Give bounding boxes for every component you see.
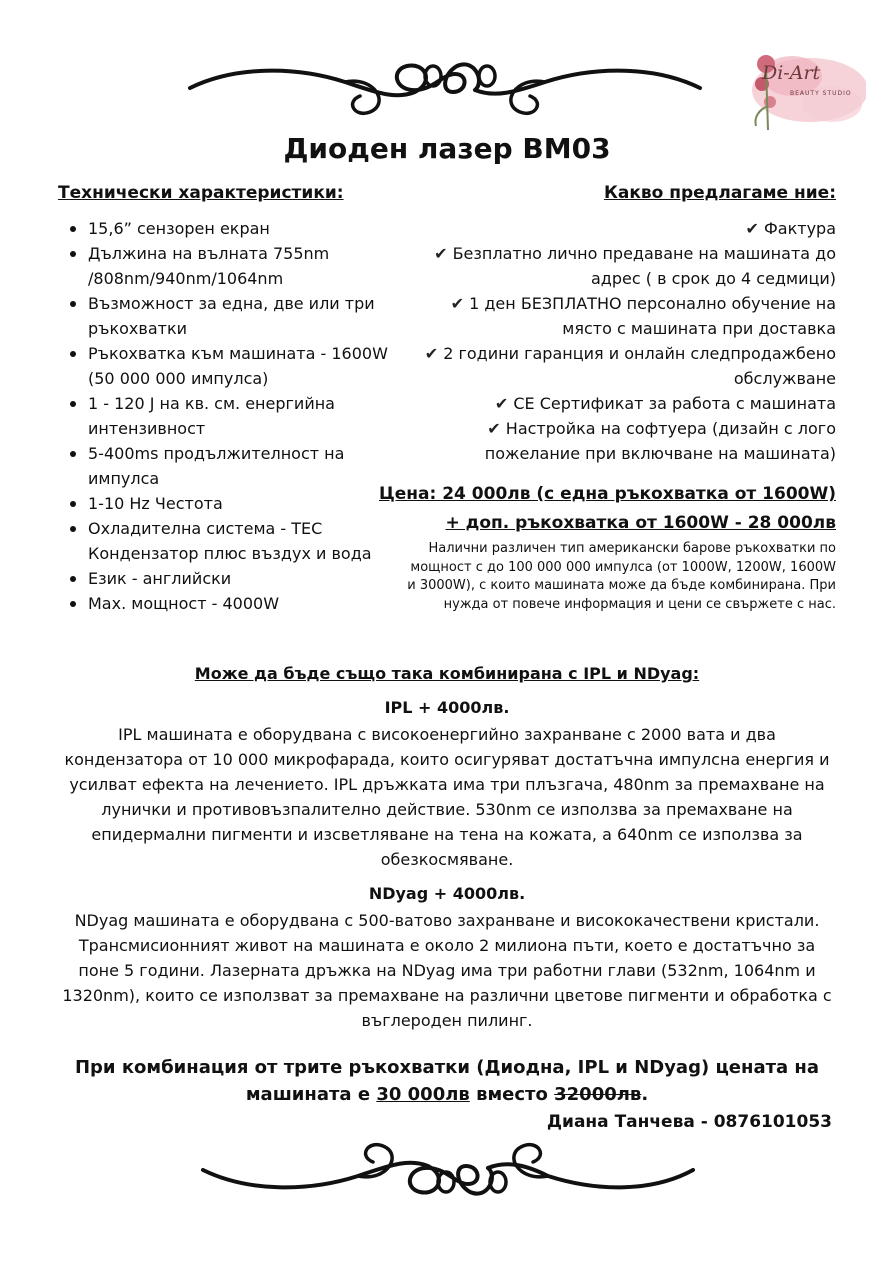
list-item — [396, 341, 836, 391]
ndyag-description: NDyag машината е оборудвана с 500-ватово захранване и висококачествени кристали. Трансмисионният живот на машината е около 2 милиона пъти, което е достатъчно за поне 5 години. Лазерната дръжка на NDyag има три работни глави (532nm, 1064nm и 1320nm), които се използват за премахване на различни цветове пигменти и обработка с въглероден пилинг. — [62, 911, 832, 1030]
page-title: Диоден лазер BM03 — [283, 132, 611, 165]
list-item: 1 - 120 J на кв. см. енергийна интензивност — [88, 391, 418, 441]
offer-text: Безплатно лично предаване на машината до адрес ( в срок до 4 седмици) — [452, 244, 836, 288]
list-item: Възможност за една, две или три ръкохватки — [88, 291, 418, 341]
top-flourish-ornament — [185, 52, 705, 122]
check-icon: ✔ — [494, 394, 509, 413]
ipl-title: IPL + 4000лв. — [384, 698, 510, 717]
list-item: 15,6” сензорен екран — [88, 216, 418, 241]
combination-heading: Може да бъде също така комбинирана с IPL и NDyag: — [194, 664, 700, 683]
price-line-1: Цена: 24 000лв (с една ръкохватка от 1600W) — [378, 484, 836, 504]
list-item: Max. мощност - 4000W — [88, 591, 418, 616]
new-price: 30 000лв — [376, 1084, 470, 1105]
check-icon: ✔ — [450, 294, 464, 313]
logo-text: Di-Art — [762, 62, 821, 84]
price-line-2: + доп. ръкохватка от 1600W - 28 000лв — [445, 513, 836, 533]
list-item — [396, 291, 836, 341]
offers-heading: Какво предлагаме ние: — [603, 183, 836, 203]
offer-text-part1: При комбинация от трите ръкохватки (Диодна, IPL и NDyag) цената на машината е — [74, 1057, 820, 1105]
offer-text: CE Сертификат за работа с машината — [513, 394, 836, 413]
specs-heading: Технически характеристики: — [58, 183, 344, 203]
offer-text: 2 години гаранция и онлайн следпродажбено обслужване — [443, 344, 836, 388]
offers-list — [396, 216, 836, 466]
contact-info: Диана Танчева - 0876101053 — [546, 1112, 832, 1132]
combination-offer — [58, 1054, 836, 1108]
offer-text-end: . — [641, 1084, 649, 1105]
ndyag-title: NDyag + 4000лв. — [368, 884, 526, 903]
check-icon: ✔ — [424, 344, 439, 363]
list-item: 5-400ms продължителност на импулса — [88, 441, 418, 491]
list-item: Език - английски — [88, 566, 418, 591]
list-item: Охладителна система - TEC Кондензатор плюс въздух и вода — [88, 516, 418, 566]
list-item — [396, 216, 836, 241]
list-item: Дължина на вълната 755nm /808nm/940nm/1064nm — [88, 241, 418, 291]
ipl-description: IPL машината е оборудвана с високоенергийно захранване с 2000 вата и два кондензатора от 10 000 микрофарада, които осигуряват достатъчна импулсна енергия и усилват ефекта на лечението. IPL дръжката има три плъзгача, 480nm за премахване на лунички и противовъзпалително действие. 530nm се използва за премахване на епидермални пигменти и изсветляване на тена на кожата, а 640nm се използва за обезкосмяване. — [64, 725, 830, 869]
logo-subtitle: BEAUTY STUDIO — [790, 90, 852, 97]
list-item: 1-10 Hz Честота — [88, 491, 418, 516]
bottom-flourish-ornament — [198, 1140, 698, 1210]
offer-text: Фактура — [764, 219, 836, 238]
list-item — [396, 241, 836, 291]
offer-text: Настройка на софтуера (дизайн с лого пожелание при включване на машината) — [484, 419, 836, 463]
offer-text: 1 ден БЕЗПЛАТНО персонално обучение на място с машината при доставка — [469, 294, 836, 338]
handpiece-note: Налични различен тип американски барове ръкохватки по мощност с до 100 000 000 импулса (от 1000W, 1200W, 1600W и 3000W), с които машината може да бъде комбинирана. При нужда от повече информация и цени се свържете с нас. — [407, 541, 836, 612]
price-block — [366, 480, 836, 538]
offer-text-part2: вместо — [469, 1084, 555, 1105]
check-icon: ✔ — [745, 219, 759, 238]
check-icon: ✔ — [434, 244, 448, 263]
old-price: 32000лв — [554, 1084, 642, 1105]
specs-list — [58, 216, 418, 616]
check-icon: ✔ — [487, 419, 501, 438]
list-item — [396, 391, 836, 416]
list-item: Ръкохватка към машината - 1600W (50 000 000 импулса) — [88, 341, 418, 391]
studio-logo-watercolor — [740, 46, 866, 132]
list-item — [396, 416, 836, 466]
